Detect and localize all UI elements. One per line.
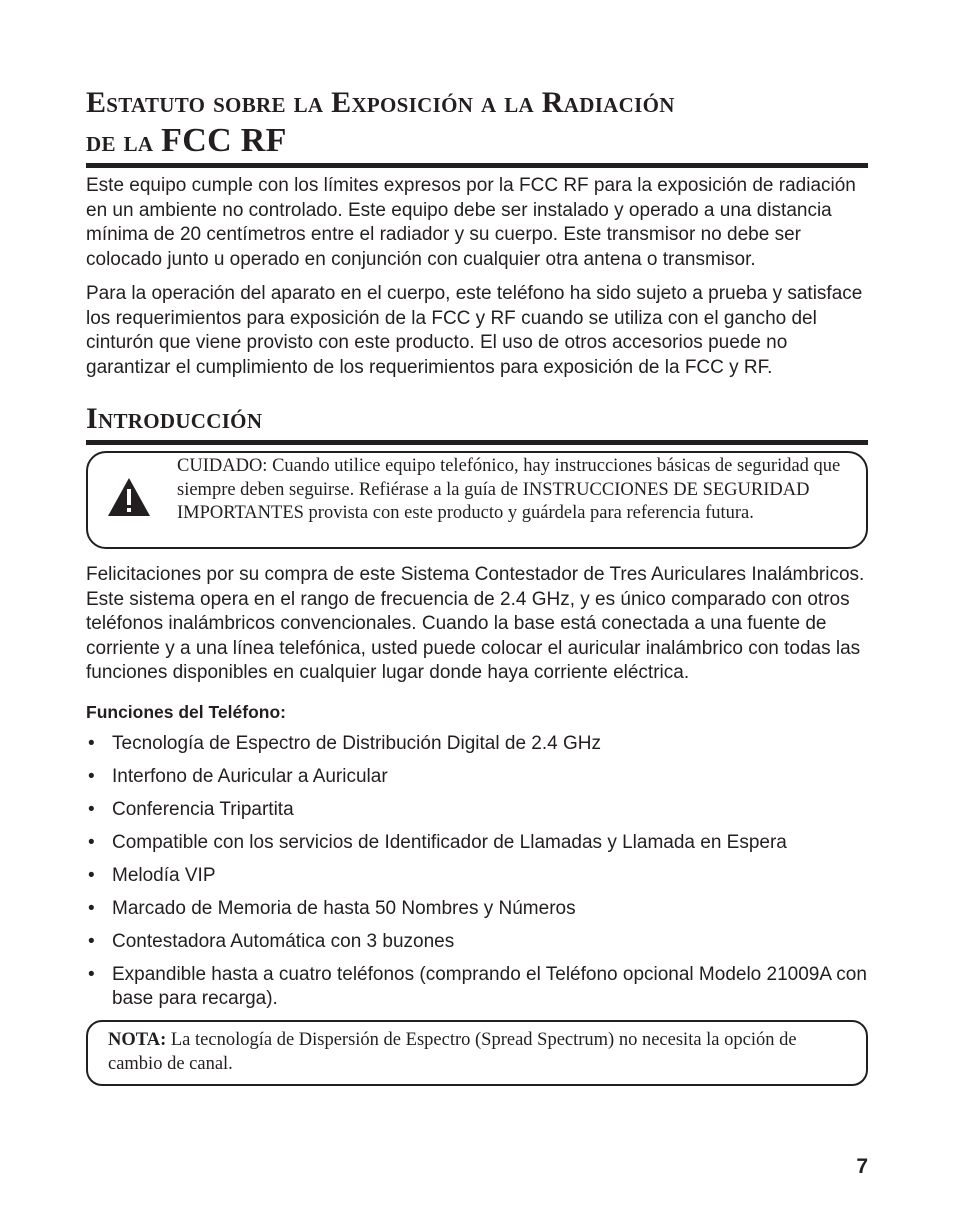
features-title: Funciones del Teléfono: xyxy=(86,701,286,722)
list-item xyxy=(86,864,868,889)
title-line-1: Estatuto sobre la Exposición a la Radiación xyxy=(86,86,675,119)
list-item xyxy=(86,765,868,790)
note-label: NOTA: xyxy=(108,1030,167,1050)
title-line-2-main: FCC RF xyxy=(161,122,287,159)
bullet: • xyxy=(88,864,95,886)
feature-text: Melodía VIP xyxy=(112,864,216,886)
features-list xyxy=(86,732,868,1012)
bullet: • xyxy=(88,930,95,952)
feature-text: Expandible hasta a cuatro teléfonos (comprando el Teléfono opcional Modelo 21009A con base para recarga). xyxy=(112,963,867,1009)
section-title-introduccion: Introducción xyxy=(86,400,868,445)
bullet: • xyxy=(88,732,95,754)
feature-text: Marcado de Memoria de hasta 50 Nombres y Números xyxy=(112,897,576,919)
bullet: • xyxy=(88,831,95,853)
bullet: • xyxy=(88,897,95,919)
list-item xyxy=(86,930,868,955)
section-title-fcc-rf xyxy=(86,84,868,168)
feature-text: Contestadora Automática con 3 buzones xyxy=(112,930,455,952)
fcc-paragraph-1: Este equipo cumple con los límites expresos por la FCC RF para la exposición de radiación en un ambiente no controlado. Este equipo debe ser instalado y operado a una distancia mínima de 20 centímetros entre el radiador y su cuerpo. Este transmisor no debe ser colocado junto u operado en conjunción con cualquier otra antena o transmisor. xyxy=(86,175,856,270)
bullet: • xyxy=(88,798,95,820)
list-item xyxy=(86,963,868,1012)
title-line-2-prefix: de la xyxy=(86,125,154,158)
note-box xyxy=(86,1020,868,1086)
bullet: • xyxy=(88,963,95,985)
list-item xyxy=(86,831,868,856)
warning-triangle-icon xyxy=(107,477,151,517)
note-text: La tecnología de Dispersión de Espectro (Spread Spectrum) no necesita la opción de cambio de canal. xyxy=(108,1030,797,1074)
feature-text: Tecnología de Espectro de Distribución Digital de 2.4 GHz xyxy=(112,732,601,754)
bullet: • xyxy=(88,765,95,787)
feature-text: Interfono de Auricular a Auricular xyxy=(112,765,388,787)
caution-box xyxy=(86,451,868,549)
feature-text: Compatible con los servicios de Identificador de Llamadas y Llamada en Espera xyxy=(112,831,787,853)
page-number: 7 xyxy=(856,1155,868,1178)
list-item xyxy=(86,732,868,757)
manual-page xyxy=(86,84,868,1086)
list-item xyxy=(86,798,868,823)
caution-text: CUIDADO: Cuando utilice equipo telefónico, hay instrucciones básicas de seguridad que siempre deben seguirse. Refiérase a la guía de INSTRUCCIONES DE SEGURIDAD IMPORTANTES provista con este producto y guárdela para referencia futura. xyxy=(177,456,841,523)
intro-paragraph: Felicitaciones por su compra de este Sistema Contestador de Tres Auriculares Inalámbricos. Este sistema opera en el rango de frecuencia de 2.4 GHz, y es único comparado con otros teléfonos inalámbricos convencionales. Cuando la base está conectada a una fuente de corriente y a una línea telefónica, usted puede colocar el auricular inalámbrico con todas las funciones disponibles en cualquier lugar donde haya corriente eléctrica. xyxy=(86,564,865,683)
feature-text: Conferencia Tripartita xyxy=(112,798,294,820)
fcc-paragraph-2: Para la operación del aparato en el cuerpo, este teléfono ha sido sujeto a prueba y satisface los requerimientos para exposición de la FCC y RF cuando se utiliza con el gancho del cinturón que viene provisto con este producto. El uso de otros accesorios puede no garantizar el cumplimiento de los requerimientos para exposición de la FCC y RF. xyxy=(86,283,863,378)
list-item xyxy=(86,897,868,922)
